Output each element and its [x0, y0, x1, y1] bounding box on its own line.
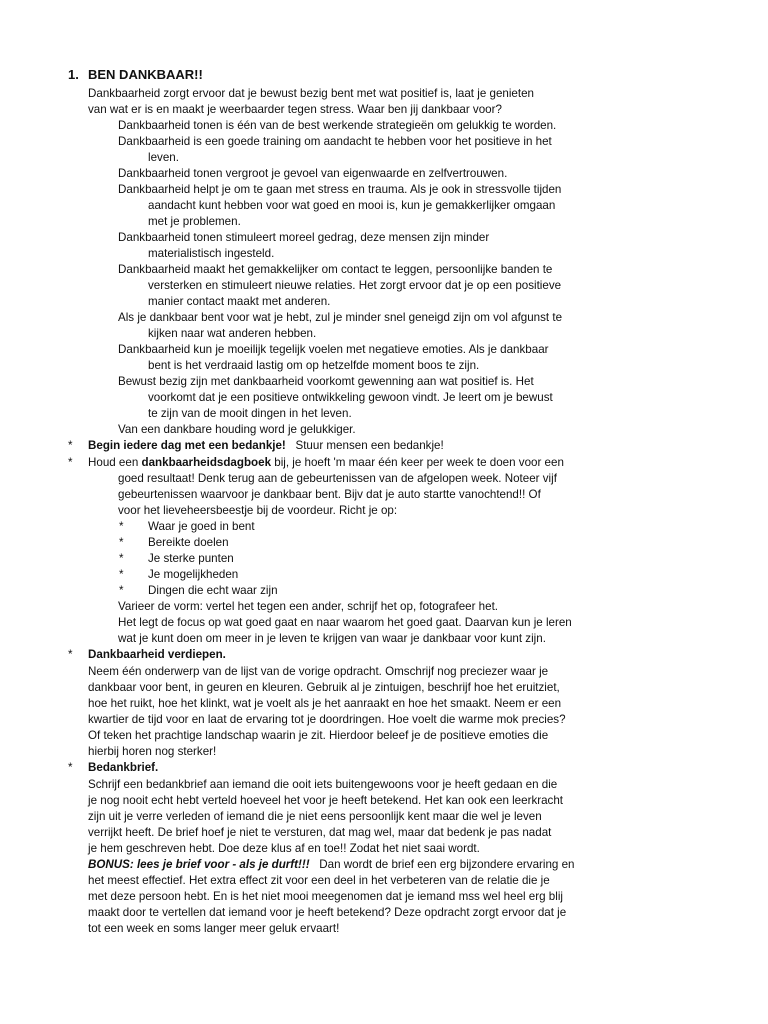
- bullet-marker: *: [68, 648, 73, 661]
- item-line: Schrijf een bedankbrief aan iemand die ooit iets buitengewoons voor je heeft gedaan en die: [88, 778, 558, 791]
- sub-list-item: Bereikte doelen: [148, 536, 229, 549]
- fact-line: Dankbaarheid kun je moeilijk tegelijk voelen met negatieve emoties. Als je dankbaar: [118, 343, 549, 356]
- item-line: goed resultaat! Denk terug aan de gebeurtenissen van de afgelopen week. Noteer vijf: [118, 472, 557, 485]
- item-line: je hem geschreven hebt. Doe deze klus af en toe!! Zodat het niet saai wordt.: [88, 842, 480, 855]
- fact-line: Dankbaarheid tonen vergroot je gevoel van eigenwaarde en zelfvertrouwen.: [118, 167, 508, 180]
- bullet-marker: *: [68, 439, 73, 452]
- item-line: maakt door te vertellen dat iemand voor je heeft betekend? Deze opdracht zorgt ervoor dat je: [88, 906, 567, 919]
- bullet-marker: *: [68, 761, 73, 774]
- item-line: tot een week en soms langer meer geluk ervaart!: [88, 922, 340, 935]
- item-line: wat je kunt doen om meer in je leven te krijgen van waar je dankbaar voor kunt zijn.: [118, 632, 546, 645]
- section-number: 1.: [68, 67, 79, 82]
- item-line: zijn uit je verre verleden of iemand die je niet eens persoonlijk kent maar die wel je leven: [88, 810, 542, 823]
- item-line: gebeurtenissen waarvoor je dankbaar bent. Bijv dat je auto startte vanochtend!! Of: [118, 488, 541, 501]
- fact-line: kijken naar wat anderen hebben.: [148, 327, 317, 340]
- intro-line: Dankbaarheid zorgt ervoor dat je bewust bezig bent met wat positief is, laat je genieten: [88, 87, 534, 100]
- item-title: dankbaarheidsdagboek: [141, 456, 272, 469]
- fact-line: Van een dankbare houding word je gelukkiger.: [118, 423, 356, 436]
- fact-line: met je problemen.: [148, 215, 241, 228]
- item-line: kwartier de tijd voor en laat de ervaring tot je doordringen. Hoe voelt die warme mok precies?: [88, 713, 566, 726]
- fact-line: Als je dankbaar bent voor wat je hebt, zul je minder snel geneigd zijn om vol afgunst te: [118, 311, 563, 324]
- fact-line: te zijn van de mooit dingen in het leven.: [148, 407, 352, 420]
- bullet-marker: *: [68, 456, 73, 469]
- item-line: dankbaar voor bent, in geuren en kleuren. Gebruik al je zintuigen, beschrijf hoe het eruitziet,: [88, 681, 560, 694]
- fact-line: aandacht kunt hebben voor wat goed en mooi is, kun je gemakkerlijker omgaan: [148, 199, 556, 212]
- fact-line: Dankbaarheid tonen is één van de best werkende strategieën om gelukkig te worden.: [118, 119, 557, 132]
- intro-line: van wat er is en maakt je weerbaarder tegen stress. Waar ben jij dankbaar voor?: [88, 103, 502, 116]
- fact-line: Dankbaarheid maakt het gemakkelijker om contact te leggen, persoonlijke banden te: [118, 263, 553, 276]
- item-text: Houd een: [88, 456, 142, 469]
- item-line: [88, 455, 564, 471]
- item-line: je nog nooit echt hebt verteld hoeveel het voor je heeft betekend. Het kan ook een leerkracht: [88, 794, 564, 807]
- bonus-label: BONUS: lees je brief voor - als je durft!!!: [88, 858, 310, 871]
- fact-line: leven.: [148, 151, 179, 164]
- item-line: Varieer de vorm: vertel het tegen een ander, schrijf het op, fotografeer het.: [118, 600, 499, 613]
- item-line: Het legt de focus op wat goed gaat en naar waarom het goed gaat. Daarvan kun je leren: [118, 616, 572, 629]
- fact-line: Dankbaarheid helpt je om te gaan met stress en trauma. Als je ook in stressvolle tijden: [118, 183, 562, 196]
- item-line: hoe het ruikt, hoe het klinkt, wat je voelt als je het aanraakt en hoe het smaakt. Neem er een: [88, 697, 562, 710]
- fact-line: manier contact maakt met anderen.: [148, 295, 331, 308]
- section-title: BEN DANKBAAR!!: [88, 67, 203, 82]
- fact-line: versterken en stimuleert nieuwe relaties. Het zorgt ervoor dat je op een positieve: [148, 279, 562, 292]
- sub-list-item: Waar je goed in bent: [148, 520, 255, 533]
- fact-line: Dankbaarheid tonen stimuleert moreel gedrag, deze mensen zijn minder: [118, 231, 490, 244]
- sub-bullet-marker: *: [119, 568, 124, 581]
- sub-bullet-marker: *: [119, 536, 124, 549]
- fact-line: bent is het verdraaid lastig om op hetzelfde moment boos te zijn.: [148, 359, 480, 372]
- item-title: Begin iedere dag met een bedankje!: [88, 439, 286, 452]
- sub-bullet-marker: *: [119, 520, 124, 533]
- sub-list-item: Je mogelijkheden: [148, 568, 239, 581]
- item-text: Dan wordt de brief een erg bijzondere ervaring en: [309, 858, 575, 871]
- sub-list-item: Dingen die echt waar zijn: [148, 584, 278, 597]
- item-line: met deze persoon hebt. En is het niet mooi meegenomen dat je iemand mss wel heel erg blij: [88, 890, 563, 903]
- fact-line: materialistisch ingesteld.: [148, 247, 275, 260]
- sub-list-item: Je sterke punten: [148, 552, 234, 565]
- sub-bullet-marker: *: [119, 552, 124, 565]
- fact-line: voorkomt dat je een positieve ontwikkeling gewoon vindt. Je leert om je bewust: [148, 391, 553, 404]
- item-line: voor het lieveheersbeestje bij de voordeur. Richt je op:: [118, 504, 398, 517]
- item-line: hierbij horen nog sterker!: [88, 745, 217, 758]
- item-text: Stuur mensen een bedankje!: [295, 439, 444, 452]
- fact-line: Dankbaarheid is een goede training om aandacht te hebben voor het positieve in het: [118, 135, 552, 148]
- item-line: [88, 438, 444, 454]
- item-title: Bedankbrief.: [88, 761, 159, 774]
- item-line: verrijkt heeft. De brief hoef je niet te versturen, dat mag wel, maar dat bedenk je pas nadat: [88, 826, 552, 839]
- item-line: het meest effectief. Het extra effect zit voor een deel in het verbeteren van de relatie die je: [88, 874, 550, 887]
- item-title: Dankbaarheid verdiepen.: [88, 648, 226, 661]
- item-line: [88, 857, 575, 873]
- fact-line: Bewust bezig zijn met dankbaarheid voorkomt gewenning aan wat positief is. Het: [118, 375, 534, 388]
- item-text: bij, je hoeft 'm maar één keer per week te doen voor een: [271, 456, 564, 469]
- sub-bullet-marker: *: [119, 584, 124, 597]
- item-line: Of teken het prachtige landschap waarin je zit. Hierdoor beleef je de positieve emoties die: [88, 729, 549, 742]
- item-line: Neem één onderwerp van de lijst van de vorige opdracht. Omschrijf nog preciezer waar je: [88, 665, 549, 678]
